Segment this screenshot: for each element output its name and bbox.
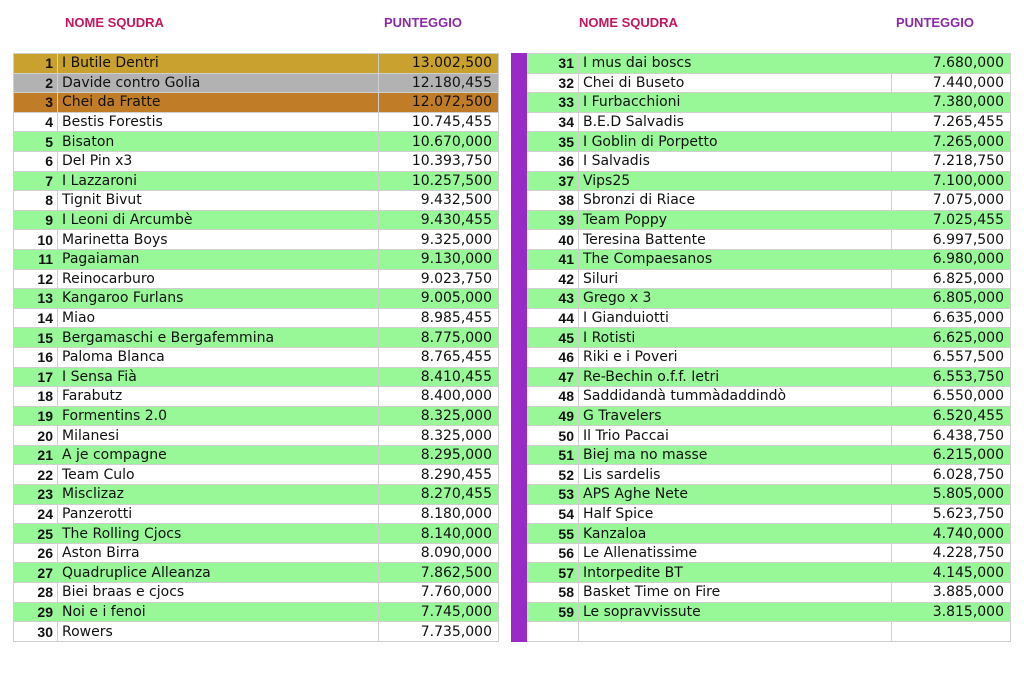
team-name: Chei di Buseto (579, 73, 892, 93)
team-name: Noi e i fenoi (58, 602, 379, 622)
team-name: Team Poppy (579, 210, 892, 230)
rank-position: 11 (14, 249, 58, 269)
team-name: Re-Bechin o.f.f. Ietri (579, 367, 892, 387)
table-row (14, 602, 499, 622)
table-row (512, 269, 1011, 289)
team-name: Bisaton (58, 132, 379, 152)
team-name: I Butile Dentri (58, 54, 379, 74)
team-name: I Gianduiotti (579, 308, 892, 328)
rank-position: 48 (527, 387, 579, 407)
rank-position (527, 622, 579, 642)
team-name: Tignit Bivut (58, 191, 379, 211)
team-score: 7.862,500 (379, 563, 499, 583)
table-row (14, 73, 499, 93)
team-score: 6.980,000 (892, 249, 1011, 269)
team-score: 4.228,750 (892, 543, 1011, 563)
team-name: Il Trio Paccai (579, 426, 892, 446)
rank-position: 21 (14, 445, 58, 465)
table-row (512, 210, 1011, 230)
rank-position: 6 (14, 151, 58, 171)
team-score: 9.023,750 (379, 269, 499, 289)
team-name: Pagaiaman (58, 249, 379, 269)
table-row (512, 171, 1011, 191)
accent-bar (512, 210, 527, 230)
team-name: Rowers (58, 622, 379, 642)
rank-position: 18 (14, 387, 58, 407)
team-name: Aston Birra (58, 543, 379, 563)
team-name: Del Pin x3 (58, 151, 379, 171)
team-score: 8.090,000 (379, 543, 499, 563)
team-name: Basket Time on Fire (579, 583, 892, 603)
table-row (14, 426, 499, 446)
team-score: 7.075,000 (892, 191, 1011, 211)
rank-position: 33 (527, 93, 579, 113)
rank-position: 32 (527, 73, 579, 93)
table-row (14, 485, 499, 505)
team-name: I Sensa Fià (58, 367, 379, 387)
rank-position: 2 (14, 73, 58, 93)
team-name: Sbronzi di Riace (579, 191, 892, 211)
accent-bar (512, 485, 527, 505)
team-name: A je compagne (58, 445, 379, 465)
team-name: Lis sardelis (579, 465, 892, 485)
team-name: I Rotisti (579, 328, 892, 348)
rank-position: 5 (14, 132, 58, 152)
team-name: The Rolling Cjocs (58, 524, 379, 544)
table-row (14, 465, 499, 485)
team-score: 10.257,500 (379, 171, 499, 191)
team-name-header-right: NOME SQUDRA (579, 15, 678, 30)
team-score: 7.380,000 (892, 93, 1011, 113)
team-name: Panzerotti (58, 504, 379, 524)
table-row (512, 73, 1011, 93)
accent-bar (512, 445, 527, 465)
table-row (14, 269, 499, 289)
team-score (892, 622, 1011, 642)
team-name: I Furbacchioni (579, 93, 892, 113)
rank-position: 51 (527, 445, 579, 465)
team-score: 6.520,455 (892, 406, 1011, 426)
team-score: 7.218,750 (892, 151, 1011, 171)
team-score: 10.670,000 (379, 132, 499, 152)
accent-bar (512, 269, 527, 289)
accent-bar (512, 308, 527, 328)
table-row (512, 504, 1011, 524)
table-row (512, 191, 1011, 211)
team-name: I Salvadis (579, 151, 892, 171)
team-name: B.E.D Salvadis (579, 112, 892, 132)
accent-bar (512, 563, 527, 583)
table-row (512, 249, 1011, 269)
table-row (512, 485, 1011, 505)
team-score: 8.290,455 (379, 465, 499, 485)
team-name: Bergamaschi e Bergafemmina (58, 328, 379, 348)
rank-position: 12 (14, 269, 58, 289)
rank-position: 54 (527, 504, 579, 524)
team-score: 6.825,000 (892, 269, 1011, 289)
rank-position: 14 (14, 308, 58, 328)
accent-bar (512, 465, 527, 485)
team-name: Biej ma no masse (579, 445, 892, 465)
rank-position: 52 (527, 465, 579, 485)
rank-position: 23 (14, 485, 58, 505)
table-row (512, 328, 1011, 348)
table-row (512, 112, 1011, 132)
accent-bar (512, 54, 527, 74)
table-row (14, 171, 499, 191)
table-row (14, 151, 499, 171)
table-row (512, 602, 1011, 622)
ranking-table-left (13, 53, 499, 642)
table-row (512, 132, 1011, 152)
team-score: 7.760,000 (379, 583, 499, 603)
ranking-table-right (511, 53, 1011, 642)
rank-position: 20 (14, 426, 58, 446)
accent-bar (512, 249, 527, 269)
team-name: Formentins 2.0 (58, 406, 379, 426)
accent-bar (512, 583, 527, 603)
team-name: Quadruplice Alleanza (58, 563, 379, 583)
table-row (14, 445, 499, 465)
team-score: 12.180,455 (379, 73, 499, 93)
team-score: 6.625,000 (892, 328, 1011, 348)
table-row (14, 387, 499, 407)
team-name: I Goblin di Porpetto (579, 132, 892, 152)
table-row (14, 328, 499, 348)
team-score: 6.997,500 (892, 230, 1011, 250)
table-row (512, 289, 1011, 309)
team-score: 6.215,000 (892, 445, 1011, 465)
table-row (14, 406, 499, 426)
team-score: 8.140,000 (379, 524, 499, 544)
team-score: 9.430,455 (379, 210, 499, 230)
team-score: 7.265,455 (892, 112, 1011, 132)
accent-bar (512, 132, 527, 152)
accent-bar (512, 622, 527, 642)
team-score: 8.325,000 (379, 426, 499, 446)
rank-position: 27 (14, 563, 58, 583)
rank-position: 28 (14, 583, 58, 603)
table-row (512, 406, 1011, 426)
team-name-header-left: NOME SQUDRA (65, 15, 164, 30)
rank-position: 44 (527, 308, 579, 328)
team-score: 8.325,000 (379, 406, 499, 426)
table-row (14, 289, 499, 309)
rank-position: 46 (527, 347, 579, 367)
team-score: 5.623,750 (892, 504, 1011, 524)
table-row (14, 524, 499, 544)
team-score: 6.635,000 (892, 308, 1011, 328)
table-row (14, 347, 499, 367)
team-score: 9.005,000 (379, 289, 499, 309)
rank-position: 58 (527, 583, 579, 603)
accent-bar (512, 504, 527, 524)
table-row (512, 543, 1011, 563)
team-score: 7.745,000 (379, 602, 499, 622)
rank-position: 50 (527, 426, 579, 446)
table-row (512, 308, 1011, 328)
team-score: 8.410,455 (379, 367, 499, 387)
team-score: 5.805,000 (892, 485, 1011, 505)
team-score: 3.815,000 (892, 602, 1011, 622)
rank-position: 9 (14, 210, 58, 230)
rank-position: 25 (14, 524, 58, 544)
table-row (14, 210, 499, 230)
team-name: Biei braas e cjocs (58, 583, 379, 603)
rank-position: 37 (527, 171, 579, 191)
team-name: Team Culo (58, 465, 379, 485)
accent-bar (512, 367, 527, 387)
table-row (14, 132, 499, 152)
rank-position: 49 (527, 406, 579, 426)
rank-position: 17 (14, 367, 58, 387)
accent-bar (512, 191, 527, 211)
team-score: 4.740,000 (892, 524, 1011, 544)
team-score: 9.432,500 (379, 191, 499, 211)
team-name: I mus dai boscs (579, 54, 892, 74)
accent-bar (512, 328, 527, 348)
table-row (14, 54, 499, 74)
table-row (14, 563, 499, 583)
rank-position: 7 (14, 171, 58, 191)
team-name: Reinocarburo (58, 269, 379, 289)
table-row (512, 426, 1011, 446)
rank-position: 55 (527, 524, 579, 544)
rank-position: 41 (527, 249, 579, 269)
team-score: 8.400,000 (379, 387, 499, 407)
table-row (512, 465, 1011, 485)
team-score: 8.985,455 (379, 308, 499, 328)
team-name: Kangaroo Furlans (58, 289, 379, 309)
team-name: I Lazzaroni (58, 171, 379, 191)
team-score: 7.680,000 (892, 54, 1011, 74)
score-header-left: PUNTEGGIO (384, 15, 463, 30)
team-name: Vips25 (579, 171, 892, 191)
table-row (512, 347, 1011, 367)
rank-position: 43 (527, 289, 579, 309)
accent-bar (512, 73, 527, 93)
rank-position: 24 (14, 504, 58, 524)
team-score: 10.393,750 (379, 151, 499, 171)
team-name: APS Aghe Nete (579, 485, 892, 505)
score-header-right: PUNTEGGIO (896, 15, 975, 30)
team-score: 9.325,000 (379, 230, 499, 250)
team-score: 7.265,000 (892, 132, 1011, 152)
accent-bar (512, 524, 527, 544)
team-score: 4.145,000 (892, 563, 1011, 583)
accent-bar (512, 406, 527, 426)
rank-position: 19 (14, 406, 58, 426)
team-name: Saddidandà tummàdaddindò (579, 387, 892, 407)
rank-position: 3 (14, 93, 58, 113)
rank-position: 4 (14, 112, 58, 132)
table-row (14, 93, 499, 113)
team-name: Riki e i Poveri (579, 347, 892, 367)
team-score: 8.295,000 (379, 445, 499, 465)
accent-bar (512, 289, 527, 309)
table-row (14, 543, 499, 563)
rank-position: 53 (527, 485, 579, 505)
accent-bar (512, 387, 527, 407)
team-score: 8.180,000 (379, 504, 499, 524)
rank-position: 16 (14, 347, 58, 367)
team-score: 12.072,500 (379, 93, 499, 113)
team-score: 9.130,000 (379, 249, 499, 269)
accent-bar (512, 543, 527, 563)
rank-position: 57 (527, 563, 579, 583)
team-name: Teresina Battente (579, 230, 892, 250)
rank-position: 22 (14, 465, 58, 485)
team-name: Le sopravvissute (579, 602, 892, 622)
table-row (14, 504, 499, 524)
table-row (512, 563, 1011, 583)
team-name: Intorpedite BT (579, 563, 892, 583)
team-score: 7.025,455 (892, 210, 1011, 230)
table-row (14, 367, 499, 387)
rank-position: 30 (14, 622, 58, 642)
team-score: 8.270,455 (379, 485, 499, 505)
team-name: Milanesi (58, 426, 379, 446)
table-row (512, 583, 1011, 603)
team-name: Bestis Forestis (58, 112, 379, 132)
rank-position: 45 (527, 328, 579, 348)
team-score: 6.028,750 (892, 465, 1011, 485)
rank-position: 42 (527, 269, 579, 289)
table-row (512, 622, 1011, 642)
team-name: Le Allenatissime (579, 543, 892, 563)
rank-position: 8 (14, 191, 58, 211)
team-score: 3.885,000 (892, 583, 1011, 603)
team-name: Half Spice (579, 504, 892, 524)
team-score: 7.100,000 (892, 171, 1011, 191)
team-name: Kanzaloa (579, 524, 892, 544)
team-name: Davide contro Golia (58, 73, 379, 93)
team-name: The Compaesanos (579, 249, 892, 269)
rank-position: 56 (527, 543, 579, 563)
table-row (14, 622, 499, 642)
team-score: 8.775,000 (379, 328, 499, 348)
table-row (14, 308, 499, 328)
accent-bar (512, 112, 527, 132)
table-row (14, 191, 499, 211)
team-score: 6.438,750 (892, 426, 1011, 446)
team-score: 7.735,000 (379, 622, 499, 642)
accent-bar (512, 347, 527, 367)
team-name: Miao (58, 308, 379, 328)
table-row (14, 249, 499, 269)
rank-position: 31 (527, 54, 579, 74)
table-row (14, 112, 499, 132)
rank-position: 34 (527, 112, 579, 132)
team-score: 6.550,000 (892, 387, 1011, 407)
team-score: 6.805,000 (892, 289, 1011, 309)
table-row (512, 54, 1011, 74)
table-row (14, 583, 499, 603)
table-row (512, 151, 1011, 171)
team-score: 13.002,500 (379, 54, 499, 74)
rank-position: 10 (14, 230, 58, 250)
accent-bar (512, 171, 527, 191)
table-row (512, 524, 1011, 544)
rank-position: 26 (14, 543, 58, 563)
team-score: 6.557,500 (892, 347, 1011, 367)
table-row (512, 93, 1011, 113)
table-row (512, 367, 1011, 387)
rank-position: 29 (14, 602, 58, 622)
rank-position: 36 (527, 151, 579, 171)
accent-bar (512, 426, 527, 446)
rank-position: 38 (527, 191, 579, 211)
table-row (512, 387, 1011, 407)
rank-position: 35 (527, 132, 579, 152)
table-row (512, 230, 1011, 250)
team-score: 8.765,455 (379, 347, 499, 367)
table-row (14, 230, 499, 250)
team-score: 7.440,000 (892, 73, 1011, 93)
accent-bar (512, 93, 527, 113)
team-name: Misclizaz (58, 485, 379, 505)
team-name: G Travelers (579, 406, 892, 426)
accent-bar (512, 230, 527, 250)
accent-bar (512, 151, 527, 171)
rank-position: 13 (14, 289, 58, 309)
team-name: Siluri (579, 269, 892, 289)
team-score: 10.745,455 (379, 112, 499, 132)
team-name: Marinetta Boys (58, 230, 379, 250)
team-name: Farabutz (58, 387, 379, 407)
team-name: Chei da Fratte (58, 93, 379, 113)
team-score: 6.553,750 (892, 367, 1011, 387)
rank-position: 47 (527, 367, 579, 387)
rank-position: 39 (527, 210, 579, 230)
team-name: Paloma Blanca (58, 347, 379, 367)
team-name (579, 622, 892, 642)
table-row (512, 445, 1011, 465)
accent-bar (512, 602, 527, 622)
rank-position: 59 (527, 602, 579, 622)
rank-position: 1 (14, 54, 58, 74)
rank-position: 40 (527, 230, 579, 250)
team-name: I Leoni di Arcumbè (58, 210, 379, 230)
rank-position: 15 (14, 328, 58, 348)
team-name: Grego x 3 (579, 289, 892, 309)
